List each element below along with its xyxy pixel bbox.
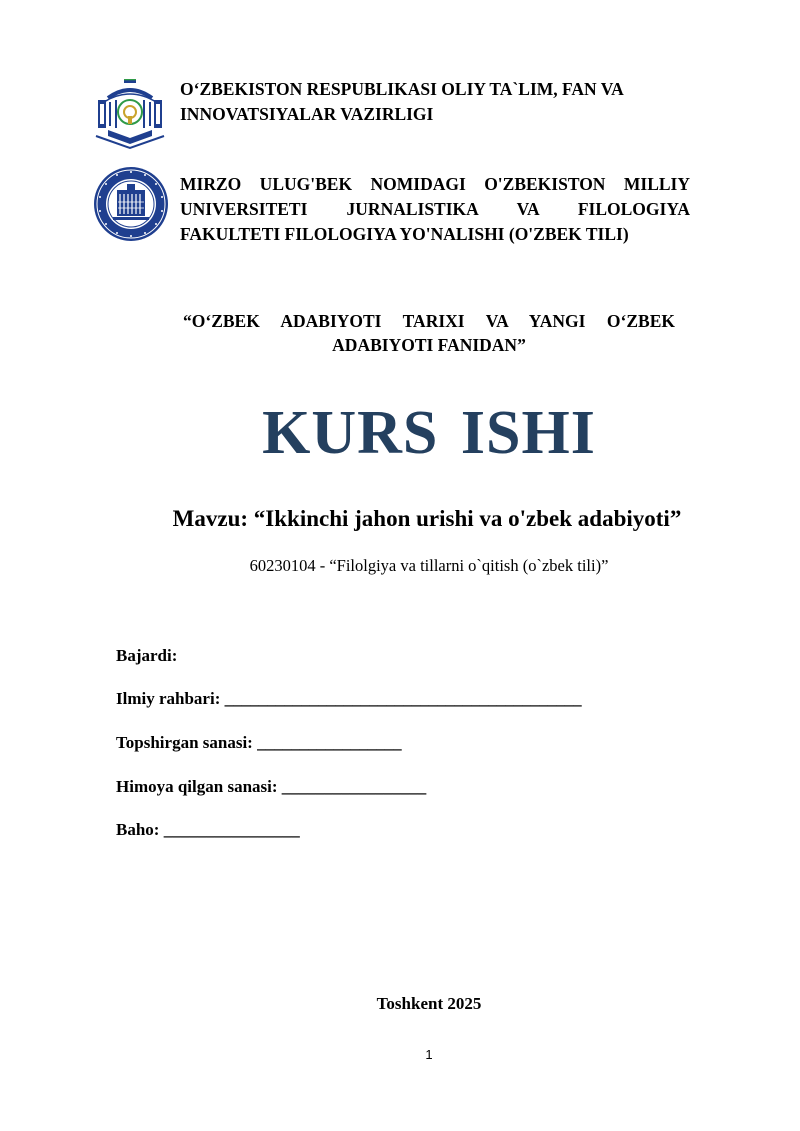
subject-line-2: ADABIYOTI FANIDAN”	[332, 335, 526, 355]
university-line-3: FAKULTETI FILOLOGIYA YO'NALISHI (O'ZBEK TILI)	[180, 224, 629, 244]
ministry-emblem-icon	[94, 78, 166, 150]
grade-field: Baho: ________________	[116, 820, 300, 839]
ministry-name	[180, 77, 700, 127]
ministry-line-1: O‘ZBEKISTON RESPUBLIKASI OLIY TA`LIM, FAN VA	[180, 79, 624, 99]
submitted-date-field: Topshirgan sanasi: _________________	[116, 733, 402, 752]
university-seal-icon	[93, 166, 169, 242]
ministry-line-2: INNOVATSIYALAR VAZIRLIGI	[180, 104, 434, 124]
done-by-field: Bajardi:	[116, 646, 178, 665]
university-line-1: MIRZO ULUG'BEK NOMIDAGI O'ZBEKISTON MILLIY	[180, 174, 690, 194]
specialty-code: 60230104 - “Filolgiya va tillarni o`qitish (o`zbek tili)”	[249, 556, 609, 575]
page-number: 1	[425, 1047, 433, 1062]
defended-date-field: Himoya qilgan sanasi: _________________	[116, 777, 427, 796]
topic-heading: Mavzu: “Ikkinchi jahon urishi va o'zbek adabiyoti”	[172, 506, 682, 531]
university-line-2: UNIVERSITETI JURNALISTIKA VA FILOLOGIYA	[180, 199, 690, 219]
subject-line-1: “O‘ZBEK ADABIYOTI TARIXI VA YANGI O‘ZBEK	[183, 311, 675, 331]
university-name	[180, 172, 690, 247]
course-subject	[183, 309, 675, 357]
supervisor-field: Ilmiy rahbari: __________________________________________	[116, 689, 582, 708]
city-year: Toshkent 2025	[376, 994, 482, 1013]
document-title: KURS ISHI	[262, 399, 596, 467]
